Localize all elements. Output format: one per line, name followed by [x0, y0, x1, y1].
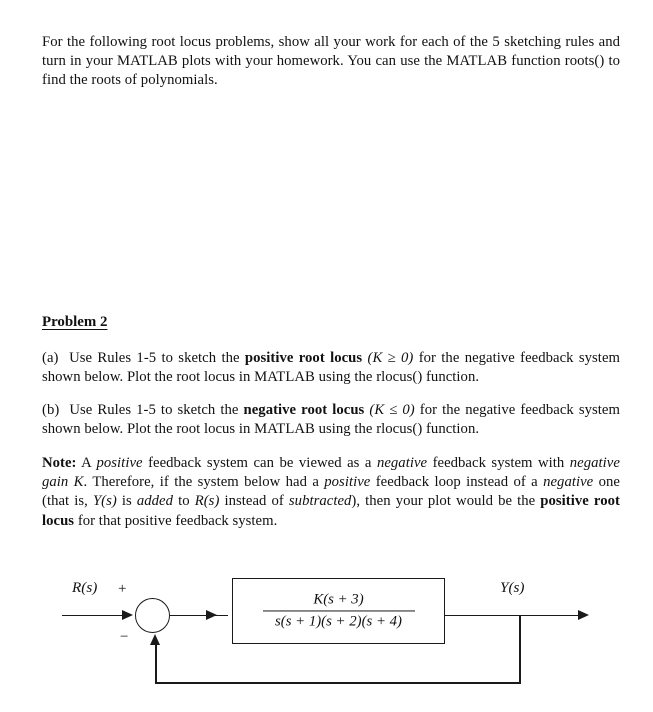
note-i7: added [136, 493, 174, 510]
note-paragraph [42, 454, 620, 531]
transfer-function [233, 592, 444, 629]
note-t11: for that positive feedback system. [77, 512, 278, 529]
intro-paragraph: For the following root locus problems, show all your work for each of the 5 sketching rules and turn in your MATLAB plots with your homework. You can use the MATLAB function roots() to find the roots of polynomials. [42, 34, 620, 89]
error-line [170, 615, 228, 617]
problem-heading-block [42, 313, 620, 332]
summing-junction-minus-sign: − [120, 629, 129, 645]
intro-paragraph-block [42, 33, 620, 91]
part-a-paragraph [42, 349, 620, 387]
output-arrowhead-icon [578, 610, 589, 620]
part-b-block [42, 401, 620, 439]
part-a-emphasis: positive root locus [244, 350, 363, 366]
note-block [42, 454, 620, 531]
note-t9: instead of [224, 493, 284, 510]
transfer-function-numerator: K(s + 3) [313, 591, 364, 608]
feedback-return-line [155, 682, 521, 684]
feedback-tap-line [519, 615, 521, 684]
transfer-function-denominator: s(s + 1)(s + 2)(s + 4) [275, 613, 402, 630]
note-t4: . Therefore, if the system below had a [83, 474, 319, 491]
plant-transfer-function-block [232, 578, 445, 644]
summing-junction [135, 598, 170, 633]
note-t8: to [178, 493, 190, 510]
note-t7: is [121, 493, 132, 510]
note-i2: negative [376, 455, 428, 471]
summing-junction-plus-sign: + [118, 581, 127, 597]
input-arrowhead-icon [122, 610, 133, 620]
part-b-condition: (K ≤ 0) [369, 402, 415, 418]
feedback-riser-line [155, 644, 157, 682]
part-b-text-2: for the negative feedback system shown below. Plot the root locus in MATLAB using the rlocus() function. [42, 402, 620, 438]
part-a-condition: (K ≥ 0) [367, 350, 414, 366]
note-t6: one (that is, [42, 474, 620, 510]
input-line [62, 615, 124, 617]
note-i9: subtracted [288, 493, 352, 510]
feedback-arrowhead-icon [150, 634, 160, 645]
note-i1: positive [96, 455, 143, 471]
part-a-block [42, 349, 620, 387]
note-i3: negative gain K [42, 455, 620, 491]
part-a-label: (a) [42, 350, 59, 366]
part-a-text-2: for the negative feedback system shown below. Plot the root locus in MATLAB using the rlocus() function. [42, 350, 620, 386]
part-a-text-1: Use Rules 1-5 to sketch the [69, 350, 240, 366]
part-b-label: (b) [42, 402, 60, 418]
note-i4: positive [324, 474, 371, 491]
note-t2: feedback system can be viewed as a [148, 455, 372, 471]
note-b1: positive root locus [42, 493, 620, 529]
part-b-emphasis: negative root locus [243, 402, 365, 418]
note-label: Note: [42, 455, 77, 471]
note-i8: R(s) [194, 493, 220, 510]
input-signal-label: R(s) [72, 579, 98, 596]
output-signal-label: Y(s) [500, 579, 525, 596]
note-i5: negative [543, 474, 594, 491]
note-t5: feedback loop instead of a [375, 474, 538, 491]
plant-input-arrowhead-icon [206, 610, 217, 620]
note-i6: Y(s) [92, 493, 117, 510]
block-diagram [0, 560, 653, 710]
note-t3: feedback system with [432, 455, 565, 471]
note-t10: ), then your plot would be the [351, 493, 536, 510]
part-b-paragraph [42, 401, 620, 439]
note-t1: A [81, 455, 92, 471]
page-title: Problem 2 [42, 314, 108, 330]
output-line [445, 615, 585, 617]
part-b-text-1: Use Rules 1-5 to sketch the [69, 402, 239, 418]
